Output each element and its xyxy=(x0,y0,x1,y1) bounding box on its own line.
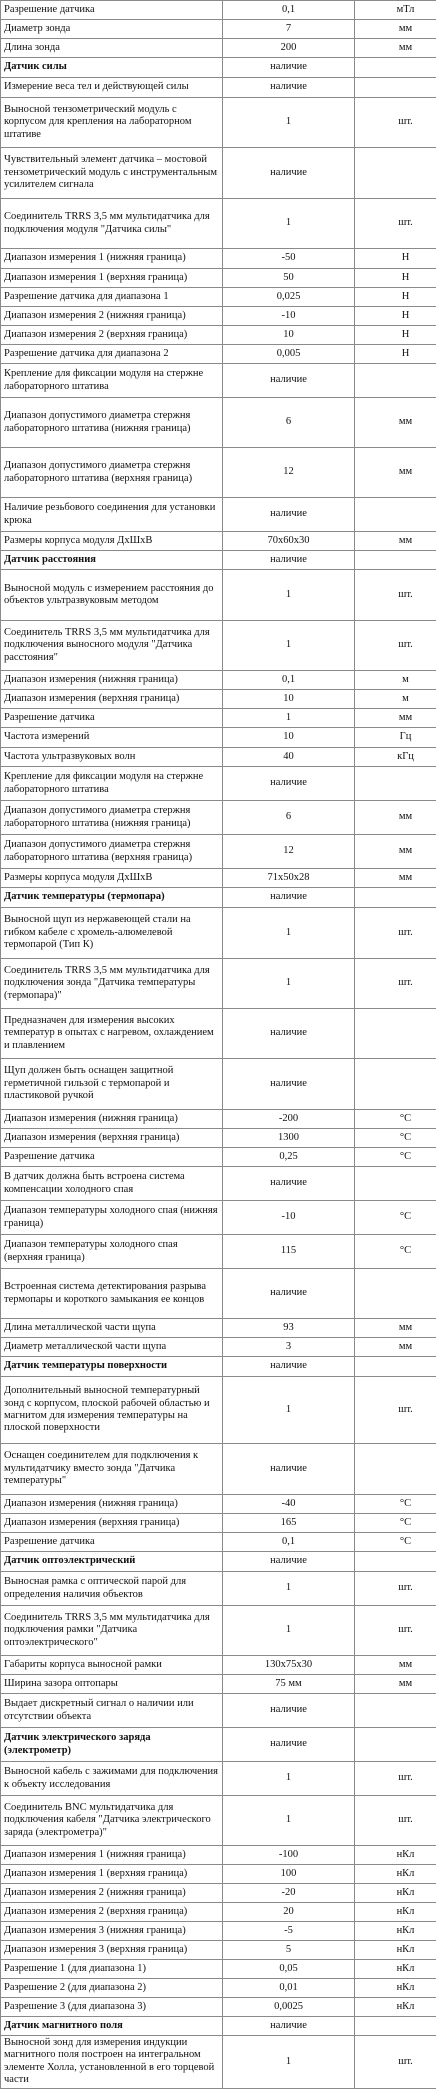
value-cell: 12 xyxy=(223,448,355,498)
value-cell: 1 xyxy=(223,199,355,249)
value-cell: 0,025 xyxy=(223,288,355,307)
value-cell: 10 xyxy=(223,728,355,748)
unit-cell: мм xyxy=(355,1338,436,1357)
unit-cell: мм xyxy=(355,532,436,551)
value-cell: наличие xyxy=(223,58,355,78)
parameter-cell: Ширина зазора оптопары xyxy=(1,1675,223,1694)
value-cell: -5 xyxy=(223,1922,355,1941)
unit-cell xyxy=(355,767,436,801)
table-row xyxy=(1,1903,436,1922)
table-row xyxy=(1,1319,436,1338)
unit-cell: нКл xyxy=(355,1941,436,1960)
table-row xyxy=(1,1201,436,1235)
value-cell: наличие xyxy=(223,364,355,398)
section-header-row xyxy=(1,1728,436,1762)
value-cell: 1 xyxy=(223,1606,355,1656)
parameter-cell: Диапазон температуры холодного спая (верхняя граница) xyxy=(1,1235,223,1269)
table-row xyxy=(1,98,436,148)
parameter-cell: Диаметр зонда xyxy=(1,20,223,39)
parameter-cell: Разрешение датчика xyxy=(1,1148,223,1167)
unit-cell: Н xyxy=(355,249,436,269)
value-cell: 3 xyxy=(223,1338,355,1357)
parameter-cell: Диапазон измерения 1 (верхняя граница) xyxy=(1,1865,223,1884)
parameter-cell: Диапазон измерения 1 (верхняя граница) xyxy=(1,269,223,288)
unit-cell: шт. xyxy=(355,1572,436,1606)
value-cell: 0,25 xyxy=(223,1148,355,1167)
table-row xyxy=(1,1009,436,1059)
parameter-cell: Разрешение датчика xyxy=(1,1,223,20)
value-cell: наличие xyxy=(223,551,355,570)
parameter-cell: Диапазон измерения (нижняя граница) xyxy=(1,1110,223,1129)
unit-cell xyxy=(355,1269,436,1319)
unit-cell: мм xyxy=(355,1319,436,1338)
parameter-cell: Диапазон допустимого диаметра стержня лабораторного штатива (верхняя граница) xyxy=(1,835,223,869)
unit-cell xyxy=(355,1059,436,1110)
parameter-cell: Диапазон измерения (верхняя граница) xyxy=(1,1514,223,1533)
section-header-row xyxy=(1,1552,436,1572)
value-cell: наличие xyxy=(223,1728,355,1762)
table-row xyxy=(1,1533,436,1552)
unit-cell: шт. xyxy=(355,199,436,249)
table-row xyxy=(1,448,436,498)
section-header-row xyxy=(1,2017,436,2036)
parameter-cell: Выносная рамка с оптической парой для определения наличия объектов xyxy=(1,1572,223,1606)
table-row xyxy=(1,1148,436,1167)
table-row xyxy=(1,1922,436,1941)
parameter-cell: Выдает дискретный сигнал о наличии или отсутствии объекта xyxy=(1,1694,223,1728)
value-cell: 0,01 xyxy=(223,1979,355,1998)
value-cell: наличие xyxy=(223,1552,355,1572)
unit-cell: шт. xyxy=(355,1377,436,1444)
value-cell: 1 xyxy=(223,621,355,671)
unit-cell: мм xyxy=(355,448,436,498)
section-header-row xyxy=(1,58,436,78)
unit-cell: °С xyxy=(355,1495,436,1514)
parameter-cell: Оснащен соединителем для подключения к мультидатчику вместо зонда "Датчика температуры" xyxy=(1,1444,223,1495)
table-row xyxy=(1,1675,436,1694)
unit-cell: нКл xyxy=(355,1998,436,2017)
parameter-cell: Датчик температуры (термопара) xyxy=(1,888,223,908)
unit-cell: мм xyxy=(355,1675,436,1694)
unit-cell xyxy=(355,1552,436,1572)
parameter-cell: Выносной кабель с зажимами для подключения к объекту исследования xyxy=(1,1762,223,1796)
table-row xyxy=(1,1606,436,1656)
value-cell: 50 xyxy=(223,269,355,288)
unit-cell: Н xyxy=(355,288,436,307)
value-cell: наличие xyxy=(223,1009,355,1059)
parameter-cell: Диапазон измерения 3 (верхняя граница) xyxy=(1,1941,223,1960)
parameter-cell: Диапазон измерения (верхняя граница) xyxy=(1,690,223,709)
value-cell: наличие xyxy=(223,1357,355,1377)
unit-cell xyxy=(355,1694,436,1728)
value-cell: наличие xyxy=(223,888,355,908)
parameter-cell: Частота измерений xyxy=(1,728,223,748)
table-row xyxy=(1,1656,436,1675)
value-cell: 165 xyxy=(223,1514,355,1533)
table-row xyxy=(1,78,436,98)
unit-cell xyxy=(355,498,436,532)
table-row xyxy=(1,249,436,269)
unit-cell: нКл xyxy=(355,1960,436,1979)
table-row xyxy=(1,148,436,199)
unit-cell: мм xyxy=(355,39,436,58)
value-cell: 1 xyxy=(223,1377,355,1444)
parameter-cell: Датчик оптоэлектрический xyxy=(1,1552,223,1572)
parameter-cell: Диапазон измерения 2 (нижняя граница) xyxy=(1,1884,223,1903)
table-row xyxy=(1,288,436,307)
value-cell: -20 xyxy=(223,1884,355,1903)
parameter-cell: Соединитель BNC мультидатчика для подключения кабеля "Датчика электрического заряда (электрометра)" xyxy=(1,1796,223,1846)
unit-cell: мТл xyxy=(355,1,436,20)
parameter-cell: Разрешение датчика xyxy=(1,1533,223,1552)
value-cell: 0,05 xyxy=(223,1960,355,1979)
parameter-cell: Диапазон допустимого диаметра стержня лабораторного штатива (нижняя граница) xyxy=(1,801,223,835)
table-row xyxy=(1,39,436,58)
table-row xyxy=(1,364,436,398)
table-row xyxy=(1,532,436,551)
table-row xyxy=(1,345,436,364)
parameter-cell: Диапазон измерения 2 (верхняя граница) xyxy=(1,1903,223,1922)
unit-cell: нКл xyxy=(355,1979,436,1998)
value-cell: 100 xyxy=(223,1865,355,1884)
value-cell: наличие xyxy=(223,767,355,801)
parameter-cell: Разрешение 1 (для диапазона 1) xyxy=(1,1960,223,1979)
parameter-cell: В датчик должна быть встроена система компенсации холодного спая xyxy=(1,1167,223,1201)
unit-cell: мм xyxy=(355,709,436,728)
parameter-cell: Размеры корпуса модуля ДхШхВ xyxy=(1,532,223,551)
value-cell: 40 xyxy=(223,748,355,767)
parameter-cell: Выносной тензометрический модуль с корпусом для крепления на лабораторном штативе xyxy=(1,98,223,148)
table-row xyxy=(1,498,436,532)
value-cell: -200 xyxy=(223,1110,355,1129)
table-row xyxy=(1,1884,436,1903)
table-row xyxy=(1,767,436,801)
parameter-cell: Диапазон допустимого диаметра стержня лабораторного штатива (верхняя граница) xyxy=(1,448,223,498)
value-cell: наличие xyxy=(223,148,355,199)
parameter-cell: Соединитель TRRS 3,5 мм мультидатчика для подключения модуля "Датчика силы" xyxy=(1,199,223,249)
parameter-cell: Диапазон измерения (нижняя граница) xyxy=(1,671,223,690)
unit-cell xyxy=(355,1357,436,1377)
spec-table-body xyxy=(1,1,436,2089)
table-row xyxy=(1,1110,436,1129)
value-cell: 1 xyxy=(223,709,355,728)
unit-cell: мм xyxy=(355,1656,436,1675)
table-row xyxy=(1,1167,436,1201)
parameter-cell: Выносной модуль с измерением расстояния до объектов ультразвуковым методом xyxy=(1,570,223,621)
parameter-cell: Встроенная система детектирования разрыва термопары и короткого замыкания ее концов xyxy=(1,1269,223,1319)
unit-cell xyxy=(355,1009,436,1059)
value-cell: 1 xyxy=(223,570,355,621)
parameter-cell: Разрешение 2 (для диапазона 2) xyxy=(1,1979,223,1998)
table-row xyxy=(1,1338,436,1357)
value-cell: наличие xyxy=(223,1444,355,1495)
unit-cell: шт. xyxy=(355,959,436,1009)
table-row xyxy=(1,2036,436,2089)
parameter-cell: Предназначен для измерения высоких температур в опытах с нагревом, охлаждением и плавлением xyxy=(1,1009,223,1059)
parameter-cell: Длина зонда xyxy=(1,39,223,58)
table-row xyxy=(1,908,436,959)
value-cell: наличие xyxy=(223,78,355,98)
value-cell: 1 xyxy=(223,959,355,1009)
value-cell: 1300 xyxy=(223,1129,355,1148)
section-header-row xyxy=(1,551,436,570)
parameter-cell: Выносной щуп из нержавеющей стали на гибком кабеле с хромель-алюмелевой термопарой (Тип К) xyxy=(1,908,223,959)
unit-cell: мм xyxy=(355,20,436,39)
unit-cell: нКл xyxy=(355,1846,436,1865)
value-cell: 12 xyxy=(223,835,355,869)
table-row xyxy=(1,690,436,709)
unit-cell: °С xyxy=(355,1235,436,1269)
parameter-cell: Выносной зонд для измерения индукции магнитного поля построен на интегральном элементе Холла, установленной в его торцевой части xyxy=(1,2036,223,2089)
value-cell: 200 xyxy=(223,39,355,58)
parameter-cell: Разрешение датчика для диапазона 1 xyxy=(1,288,223,307)
table-row xyxy=(1,835,436,869)
value-cell: 10 xyxy=(223,690,355,709)
value-cell: 0,1 xyxy=(223,1533,355,1552)
value-cell: 0,0025 xyxy=(223,1998,355,2017)
unit-cell: °С xyxy=(355,1201,436,1235)
parameter-cell: Диапазон измерения 2 (верхняя граница) xyxy=(1,326,223,345)
value-cell: наличие xyxy=(223,1059,355,1110)
unit-cell: °С xyxy=(355,1110,436,1129)
unit-cell: °С xyxy=(355,1514,436,1533)
parameter-cell: Диапазон измерения 3 (нижняя граница) xyxy=(1,1922,223,1941)
table-row xyxy=(1,1960,436,1979)
value-cell: 1 xyxy=(223,1796,355,1846)
value-cell: 71x50x28 xyxy=(223,869,355,888)
table-row xyxy=(1,1129,436,1148)
parameter-cell: Измерение веса тел и действующей силы xyxy=(1,78,223,98)
value-cell: -100 xyxy=(223,1846,355,1865)
table-row xyxy=(1,1377,436,1444)
value-cell: 1 xyxy=(223,908,355,959)
unit-cell xyxy=(355,1728,436,1762)
value-cell: 5 xyxy=(223,1941,355,1960)
table-row xyxy=(1,728,436,748)
unit-cell: Н xyxy=(355,269,436,288)
parameter-cell: Диапазон температуры холодного спая (нижняя граница) xyxy=(1,1201,223,1235)
table-row xyxy=(1,269,436,288)
value-cell: 20 xyxy=(223,1903,355,1922)
parameter-cell: Габариты корпуса выносной рамки xyxy=(1,1656,223,1675)
parameter-cell: Датчик электрического заряда (электрометр) xyxy=(1,1728,223,1762)
unit-cell: мм xyxy=(355,398,436,448)
value-cell: наличие xyxy=(223,498,355,532)
parameter-cell: Диапазон измерения 1 (нижняя граница) xyxy=(1,1846,223,1865)
unit-cell xyxy=(355,551,436,570)
parameter-cell: Крепление для фиксации модуля на стержне лабораторного штатива xyxy=(1,364,223,398)
table-row xyxy=(1,326,436,345)
parameter-cell: Диапазон измерения (нижняя граница) xyxy=(1,1495,223,1514)
parameter-cell: Наличие резьбового соединения для установки крюка xyxy=(1,498,223,532)
value-cell: 115 xyxy=(223,1235,355,1269)
unit-cell: нКл xyxy=(355,1884,436,1903)
table-row xyxy=(1,621,436,671)
table-row xyxy=(1,20,436,39)
parameter-cell: Датчик силы xyxy=(1,58,223,78)
unit-cell xyxy=(355,78,436,98)
table-row xyxy=(1,199,436,249)
parameter-cell: Диапазон измерения (верхняя граница) xyxy=(1,1129,223,1148)
unit-cell: Н xyxy=(355,345,436,364)
value-cell: 70x60x30 xyxy=(223,532,355,551)
table-row xyxy=(1,1572,436,1606)
unit-cell: Гц xyxy=(355,728,436,748)
value-cell: наличие xyxy=(223,2017,355,2036)
value-cell: 93 xyxy=(223,1319,355,1338)
unit-cell: °С xyxy=(355,1129,436,1148)
table-row xyxy=(1,709,436,728)
value-cell: 1 xyxy=(223,98,355,148)
unit-cell xyxy=(355,364,436,398)
value-cell: -40 xyxy=(223,1495,355,1514)
parameter-cell: Датчик магнитного поля xyxy=(1,2017,223,2036)
parameter-cell: Датчик температуры поверхности xyxy=(1,1357,223,1377)
unit-cell: нКл xyxy=(355,1865,436,1884)
parameter-cell: Частота ультразвуковых волн xyxy=(1,748,223,767)
table-row xyxy=(1,307,436,326)
parameter-cell: Соединитель TRRS 3,5 мм мультидатчика для подключения выносного модуля "Датчика расстояния" xyxy=(1,621,223,671)
table-row xyxy=(1,1998,436,2017)
unit-cell: кГц xyxy=(355,748,436,767)
table-row xyxy=(1,398,436,448)
value-cell: наличие xyxy=(223,1167,355,1201)
value-cell: 130x75x30 xyxy=(223,1656,355,1675)
unit-cell: шт. xyxy=(355,570,436,621)
parameter-cell: Соединитель TRRS 3,5 мм мультидатчика для подключения рамки "Датчика оптоэлектрического" xyxy=(1,1606,223,1656)
value-cell: 75 мм xyxy=(223,1675,355,1694)
unit-cell xyxy=(355,58,436,78)
parameter-cell: Диапазон допустимого диаметра стержня лабораторного штатива (нижняя граница) xyxy=(1,398,223,448)
unit-cell: Н xyxy=(355,307,436,326)
table-row xyxy=(1,1694,436,1728)
value-cell: -10 xyxy=(223,1201,355,1235)
parameter-cell: Диаметр металлической части щупа xyxy=(1,1338,223,1357)
table-row xyxy=(1,1495,436,1514)
parameter-cell: Соединитель TRRS 3,5 мм мультидатчика для подключения зонда "Датчика температуры (термопара)" xyxy=(1,959,223,1009)
section-header-row xyxy=(1,1357,436,1377)
parameter-cell: Диапазон измерения 1 (нижняя граница) xyxy=(1,249,223,269)
value-cell: 10 xyxy=(223,326,355,345)
table-row xyxy=(1,1,436,20)
unit-cell: шт. xyxy=(355,1606,436,1656)
unit-cell: м xyxy=(355,671,436,690)
unit-cell: шт. xyxy=(355,908,436,959)
unit-cell: шт. xyxy=(355,1762,436,1796)
table-row xyxy=(1,671,436,690)
unit-cell: мм xyxy=(355,835,436,869)
unit-cell: нКл xyxy=(355,1903,436,1922)
parameter-cell: Разрешение 3 (для диапазона 3) xyxy=(1,1998,223,2017)
parameter-cell: Датчик расстояния xyxy=(1,551,223,570)
value-cell: 6 xyxy=(223,801,355,835)
parameter-cell: Длина металлической части щупа xyxy=(1,1319,223,1338)
unit-cell: шт. xyxy=(355,98,436,148)
value-cell: -10 xyxy=(223,307,355,326)
table-row xyxy=(1,1444,436,1495)
parameter-cell: Размеры корпуса модуля ДхШхВ xyxy=(1,869,223,888)
parameter-cell: Диапазон измерения 2 (нижняя граница) xyxy=(1,307,223,326)
table-row xyxy=(1,570,436,621)
table-row xyxy=(1,1762,436,1796)
table-row xyxy=(1,1979,436,1998)
parameter-cell: Дополнительный выносной температурный зонд с корпусом, плоской рабочей областью и магнитом для измерения температуры на плоской поверхности xyxy=(1,1377,223,1444)
value-cell: наличие xyxy=(223,1694,355,1728)
table-row xyxy=(1,1941,436,1960)
unit-cell: нКл xyxy=(355,1922,436,1941)
value-cell: 1 xyxy=(223,1762,355,1796)
unit-cell: Н xyxy=(355,326,436,345)
parameter-cell: Щуп должен быть оснащен защитной герметичной гильзой с термопарой и пластиковой ручкой xyxy=(1,1059,223,1110)
table-row xyxy=(1,1796,436,1846)
unit-cell xyxy=(355,1167,436,1201)
parameter-cell: Чувствительный элемент датчика – мостовой тензометрический модуль с инструментальным усилителем сигнала xyxy=(1,148,223,199)
table-row xyxy=(1,1235,436,1269)
table-row xyxy=(1,1865,436,1884)
unit-cell: мм xyxy=(355,869,436,888)
value-cell: 1 xyxy=(223,2036,355,2089)
table-row xyxy=(1,801,436,835)
table-row xyxy=(1,869,436,888)
value-cell: 1 xyxy=(223,1572,355,1606)
unit-cell: шт. xyxy=(355,2036,436,2089)
table-row xyxy=(1,748,436,767)
parameter-cell: Разрешение датчика для диапазона 2 xyxy=(1,345,223,364)
unit-cell xyxy=(355,2017,436,2036)
table-row xyxy=(1,1514,436,1533)
unit-cell xyxy=(355,888,436,908)
value-cell: -50 xyxy=(223,249,355,269)
parameter-cell: Разрешение датчика xyxy=(1,709,223,728)
table-row xyxy=(1,959,436,1009)
value-cell: 7 xyxy=(223,20,355,39)
unit-cell xyxy=(355,148,436,199)
unit-cell: шт. xyxy=(355,1796,436,1846)
table-row xyxy=(1,1059,436,1110)
value-cell: 0,005 xyxy=(223,345,355,364)
table-row xyxy=(1,1846,436,1865)
unit-cell: °С xyxy=(355,1148,436,1167)
value-cell: наличие xyxy=(223,1269,355,1319)
value-cell: 0,1 xyxy=(223,671,355,690)
unit-cell: мм xyxy=(355,801,436,835)
table-row xyxy=(1,1269,436,1319)
unit-cell: м xyxy=(355,690,436,709)
section-header-row xyxy=(1,888,436,908)
unit-cell: °С xyxy=(355,1533,436,1552)
unit-cell: шт. xyxy=(355,621,436,671)
parameter-cell: Крепление для фиксации модуля на стержне лабораторного штатива xyxy=(1,767,223,801)
value-cell: 0,1 xyxy=(223,1,355,20)
unit-cell xyxy=(355,1444,436,1495)
value-cell: 6 xyxy=(223,398,355,448)
